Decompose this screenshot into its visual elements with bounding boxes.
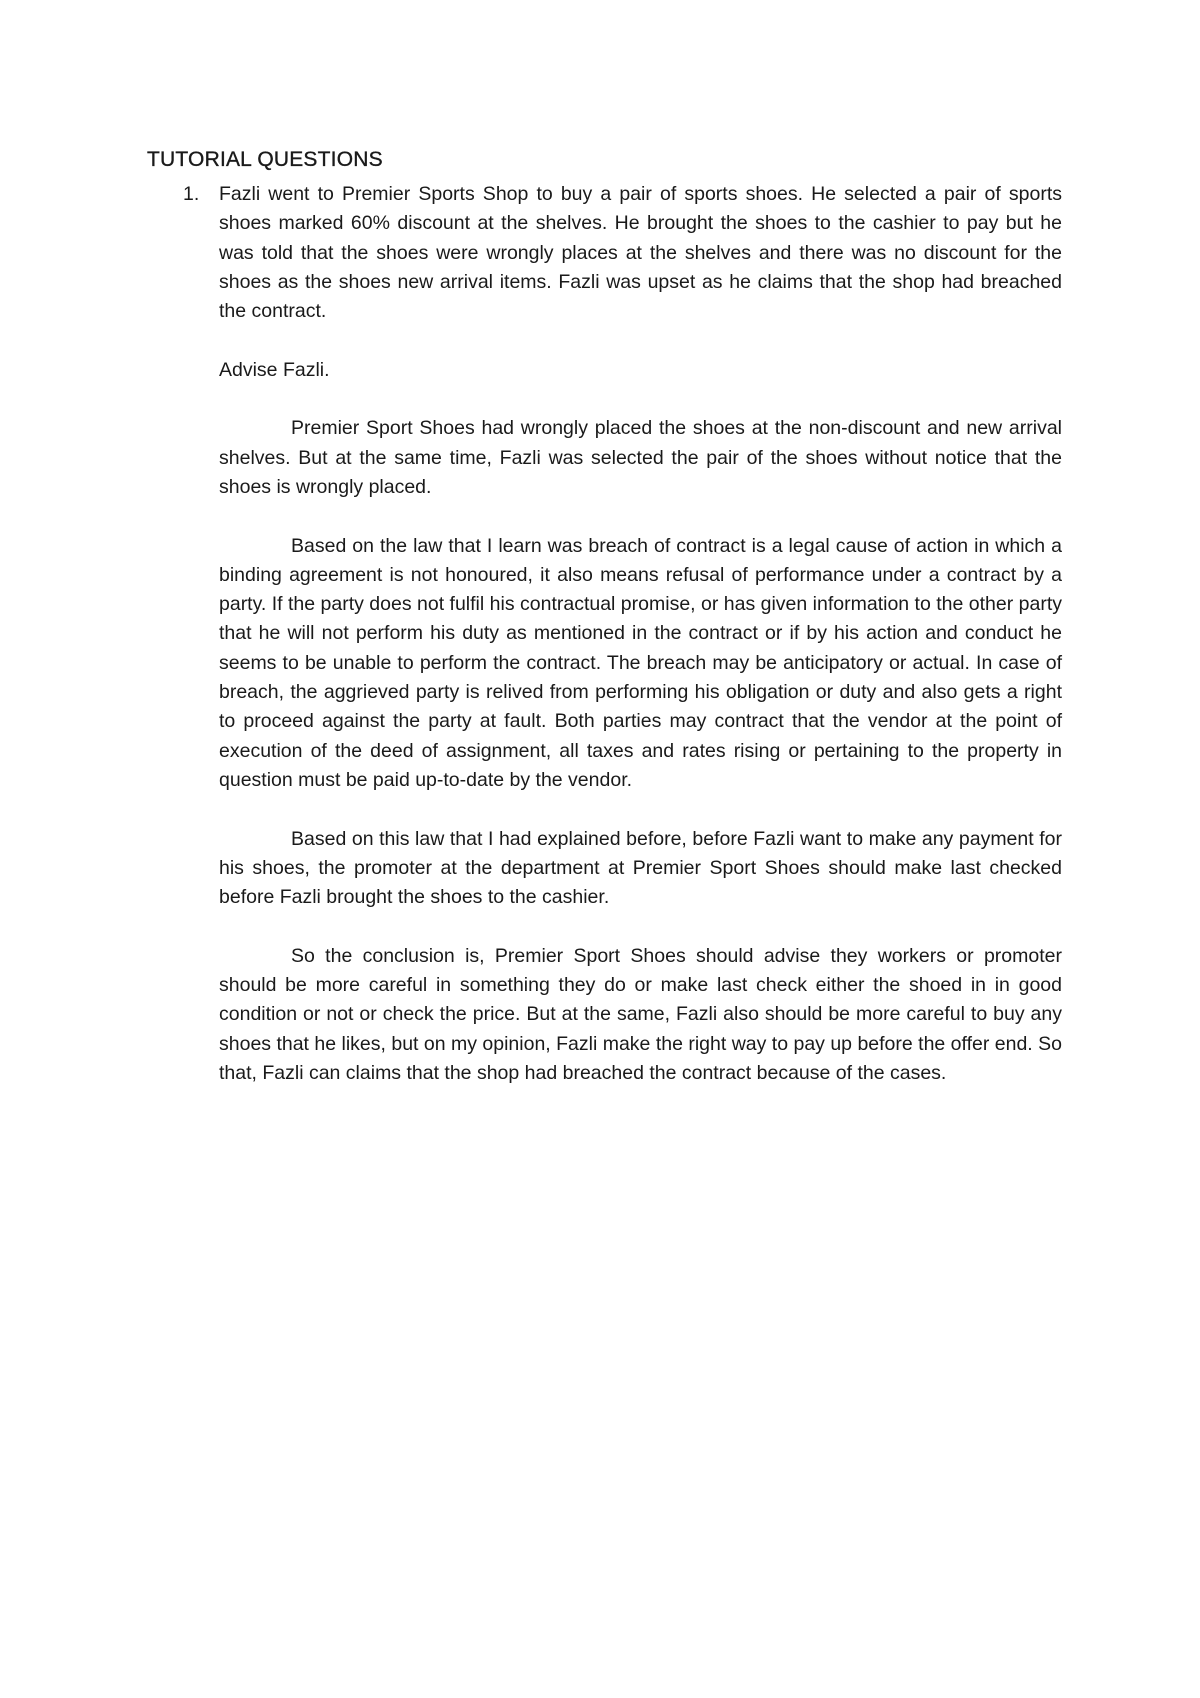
answer-paragraph: So the conclusion is, Premier Sport Shoes should advise they workers or promoter should be more careful in something they do or make last check either the shoed in in good condition or not or check the price. But at the same, Fazli also should be more careful to buy any shoes that he likes, but on my opinion, Fazli make the right way to pay up before the offer end. So that, Fazli can claims that the shop had breached the contract because of the cases. xyxy=(219,944,1062,1084)
question-item xyxy=(147,180,1062,1088)
paragraph-gap xyxy=(219,326,1062,355)
answer-paragraph: Based on this law that I had explained before, before Fazli want to make any payment for his shoes, the promoter at the department at Premier Sport Shoes should make last checked before Fazli brought the shoes to the cashier. xyxy=(219,827,1062,909)
document-heading: TUTORIAL QUESTIONS xyxy=(147,148,383,171)
document-body xyxy=(147,146,1062,1088)
question-text: Fazli went to Premier Sports Shop to buy a pair of sports shoes. He selected a pair of sports shoes marked 60% discount at the shelves. He brought the shoes to the cashier to pay but he was told that the shoes were wrongly places at the shelves and there was no discount for the shoes as the shoes new arrival items. Fazli was upset as he claims that the shop had breached the contract. xyxy=(219,183,1062,323)
answer-paragraph: Based on the law that I learn was breach of contract is a legal cause of action in which a binding agreement is not honoured, it also means refusal of performance under a contract by a party. If the party does not fulfil his contractual promise, or has given information to the other party that he will not perform his duty as mentioned in the contract or if by his action and conduct he seems to be unable to perform the contract. The breach may be anticipatory or actual. In case of breach, the aggrieved party is relived from performing his obligation or duty and also gets a right to proceed against the party at fault. Both parties may contract that the vendor at the point of execution of the deed of assignment, all taxes and rates rising or pertaining to the property in question must be paid up-to-date by the vendor. xyxy=(219,534,1062,791)
paragraph-gap xyxy=(219,502,1062,531)
paragraph-gap xyxy=(219,912,1062,941)
question-number: 1. xyxy=(183,183,200,205)
paragraph-gap xyxy=(219,385,1062,414)
paragraph-gap xyxy=(219,795,1062,824)
question-instruction: Advise Fazli. xyxy=(219,358,330,381)
answer-paragraph: Premier Sport Shoes had wrongly placed the shoes at the non-discount and new arrival shelves. But at the same time, Fazli was selected the pair of the shoes without notice that the shoes is wrongly placed. xyxy=(219,417,1062,498)
question-body xyxy=(219,180,1062,1088)
